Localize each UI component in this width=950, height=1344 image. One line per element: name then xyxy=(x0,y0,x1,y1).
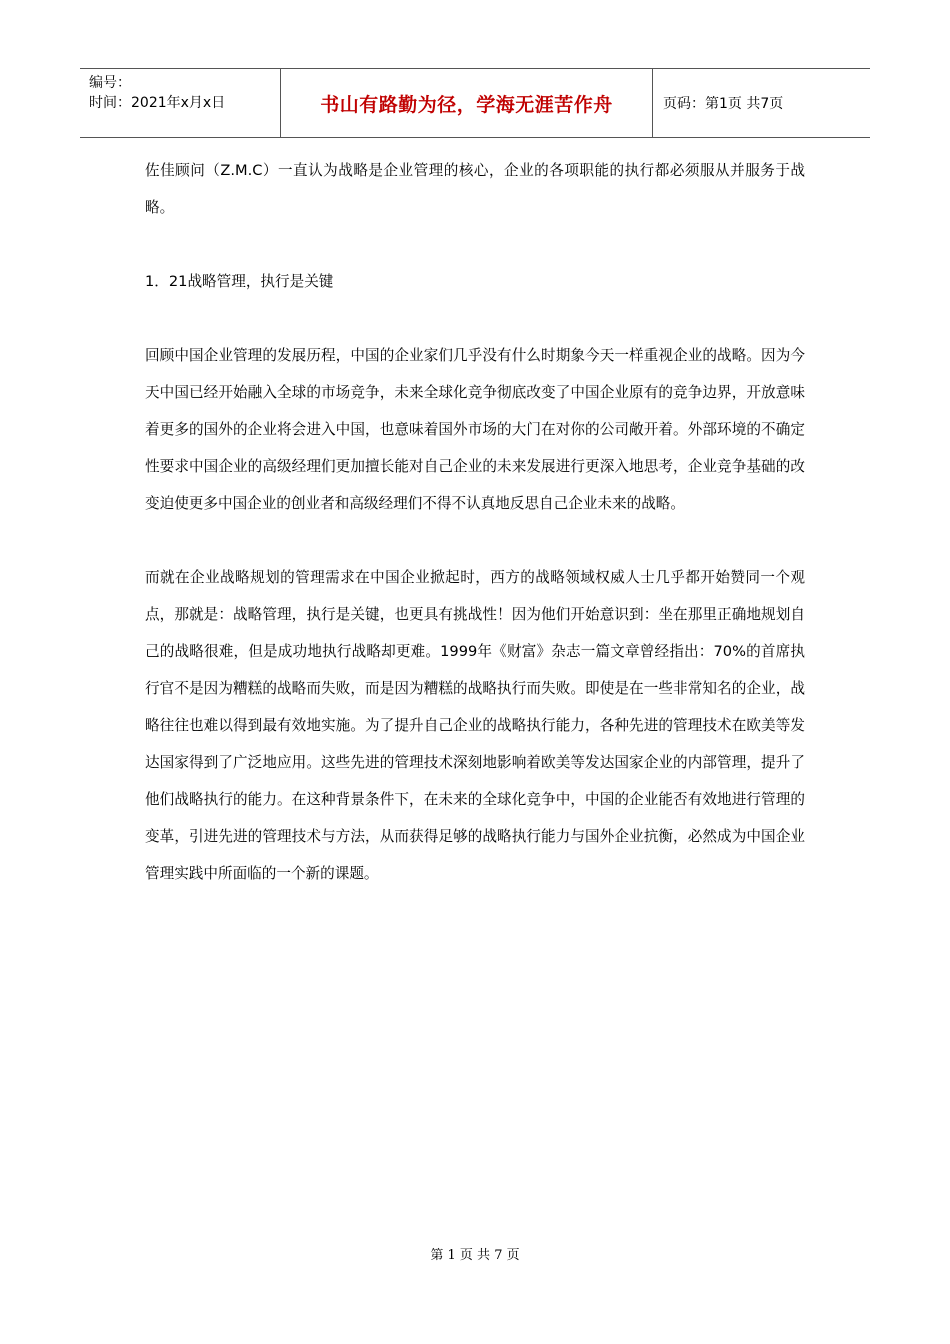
document-body xyxy=(145,152,805,892)
body-paragraph: 回顾中国企业管理的发展历程，中国的企业家们几乎没有什么时期象今天一样重视企业的战略。因为今天中国已经开始融入全球的市场竞争，未来全球化竞争彻底改变了中国企业原有的竞争边界，开放意味着更多的国外的企业将会进入中国，也意味着国外市场的大门在对你的公司敞开着。外部环境的不确定性要求中国企业的高级经理们更加擅长能对自己企业的未来发展进行更深入地思考，企业竞争基础的改变迫使更多中国企业的创业者和高级经理们不得不认真地反思自己企业未来的战略。 xyxy=(145,347,805,512)
document-date-label: 时间：2021年x月x日 xyxy=(89,95,226,111)
header-page-info: 页码：第1页 共7页 xyxy=(663,96,784,112)
page-footer: 第 1 页 共 7 页 xyxy=(430,1248,520,1263)
header-motto: 书山有路勤为径，学海无涯苦作舟 xyxy=(320,93,613,116)
document-header xyxy=(80,68,870,138)
body-paragraph: 而就在企业战略规划的管理需求在中国企业掀起时，西方的战略领域权威人士几乎都开始赞同一个观点，那就是：战略管理，执行是关键，也更具有挑战性！因为他们开始意识到：坐在那里正确地规划自己的战略很难，但是成功地执行战略却更难。1999年《财富》杂志一篇文章曾经指出：70%的首席执行官不是因为糟糕的战略而失败，而是因为糟糕的战略执行而失败。即使是在一些非常知名的企业，战略往往也难以得到最有效地实施。为了提升自己企业的战略执行能力，各种先进的管理技术在欧美等发达国家得到了广泛地应用。这些先进的管理技术深刻地影响着欧美等发达国家企业的内部管理，提升了他们战略执行的能力。在这种背景条件下，在未来的全球化竞争中，中国的企业能否有效地进行管理的变革，引进先进的管理技术与方法，从而获得足够的战略执行能力与国外企业抗衡，必然成为中国企业管理实践中所面临的一个新的课题。 xyxy=(145,569,805,882)
body-paragraph: 佐佳顾问（Z.M.C）一直认为战略是企业管理的核心，企业的各项职能的执行都必须服从并服务于战略。 xyxy=(145,162,805,216)
header-motto-cell xyxy=(281,69,653,137)
header-meta xyxy=(80,69,281,137)
header-page-info-cell xyxy=(653,69,870,137)
section-heading: 1．21战略管理，执行是关键 xyxy=(145,273,334,290)
document-number-label: 编号： xyxy=(89,75,131,91)
